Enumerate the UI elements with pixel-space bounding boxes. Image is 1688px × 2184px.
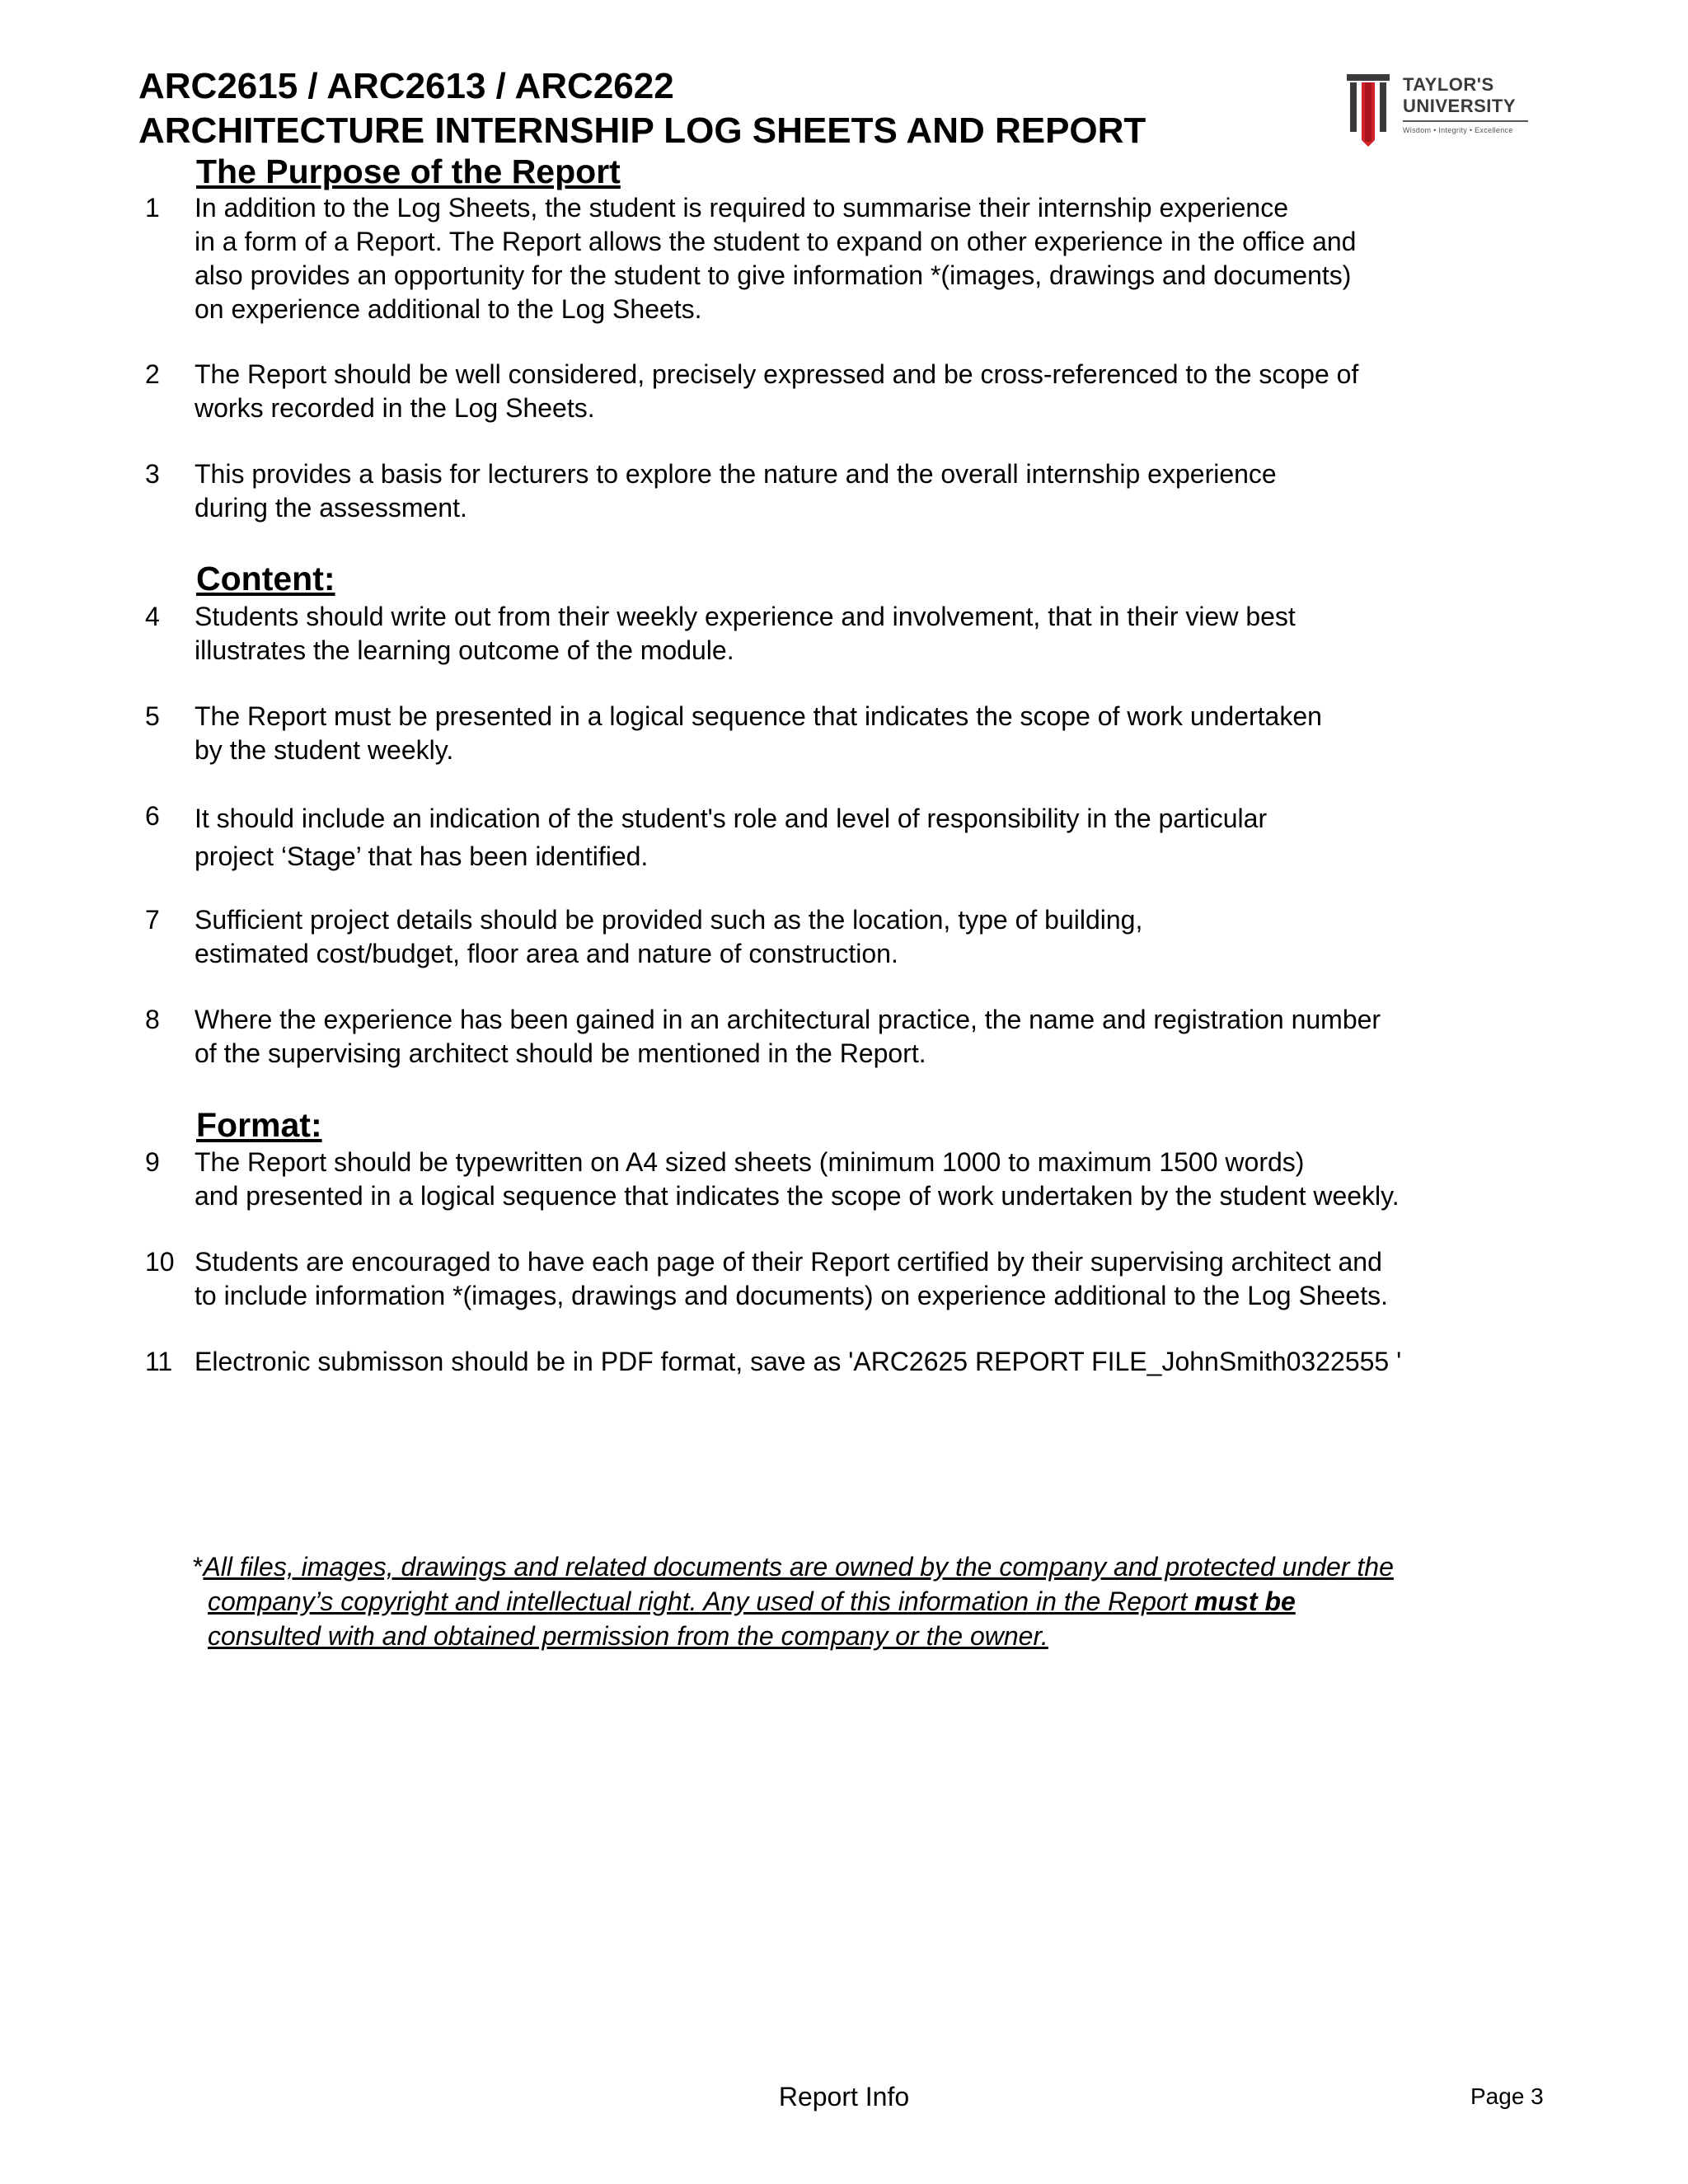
section-title-content: Content: <box>196 560 335 598</box>
item-text: This provides a basis for lecturers to explore the nature and the overall internship experience during the assessment. <box>195 459 1277 523</box>
item-text: Students should write out from their weekly experience and involvement, that in their view best illustrates the learning outcome of the module. <box>195 602 1296 665</box>
logo-name-line1: TAYLOR'S <box>1403 74 1494 95</box>
note-line-2 <box>193 1584 1429 1619</box>
item-text: The Report must be presented in a logical sequence that indicates the scope of work undertaken by the student weekly. <box>195 701 1322 765</box>
item-text: Where the experience has been gained in an architectural practice, the name and registration number of the supervising architect should be mentioned in the Report. <box>195 1005 1381 1068</box>
item-number: 8 <box>145 1005 160 1034</box>
item-number: 3 <box>145 459 160 489</box>
note-text-1: All files, images, drawings and related documents are owned by the company and protected under the <box>203 1552 1394 1582</box>
document-header <box>138 64 1146 153</box>
item-number: 4 <box>145 602 160 631</box>
item-number: 6 <box>145 801 160 831</box>
item-number: 2 <box>145 359 160 389</box>
copyright-note <box>193 1549 1429 1653</box>
item-number: 10 <box>145 1247 175 1277</box>
item-text: Students are encouraged to have each page of their Report certified by their supervising architect and to include information *(images, drawings and documents) on experience additional to the Log Sheets. <box>195 1247 1388 1310</box>
item-text: In addition to the Log Sheets, the student is required to summarise their internship experience in a form of a Report. The Report allows the student to expand on other experience in the office and also provides an opportunity for the student to give information *(images, drawings and documents) on experience additional to the Log Sheets. <box>195 193 1357 324</box>
logo-mark-icon <box>1345 71 1391 147</box>
section-title-purpose: The Purpose of the Report <box>196 152 621 190</box>
note-line-3 <box>193 1619 1429 1653</box>
item-number: 5 <box>145 701 160 731</box>
taylors-university-logo <box>1345 71 1535 150</box>
logo-name-line2: UNIVERSITY <box>1403 96 1517 116</box>
item-number: 11 <box>145 1347 173 1376</box>
item-text: It should include an indication of the student's role and level of responsibility in the particular project ‘Stage’ that has been identified. <box>195 804 1268 871</box>
section-title-format: Format: <box>196 1106 322 1144</box>
note-asterisk: * <box>193 1552 204 1582</box>
item-number: 1 <box>145 193 160 223</box>
note-text-2: company’s copyright and intellectual right. Any used of this information in the Report <box>208 1586 1195 1616</box>
note-line-1 <box>193 1549 1429 1584</box>
item-text: The Report should be well considered, precisely expressed and be cross-referenced to the scope of works recorded in the Log Sheets. <box>195 359 1359 423</box>
document-title: ARCHITECTURE INTERNSHIP LOG SHEETS AND REPORT <box>138 110 1146 151</box>
page-number: Page 3 <box>1470 2083 1544 2109</box>
item-text: Electronic submisson should be in PDF format, save as 'ARC2625 REPORT FILE_JohnSmith0322555 ' <box>195 1347 1402 1376</box>
logo-tagline: Wisdom • Integrity • Excellence <box>1403 126 1513 134</box>
footer-label: Report Info <box>778 2082 910 2111</box>
item-number: 7 <box>145 905 160 935</box>
note-text-3: consulted with and obtained permission from the company or the owner. <box>208 1621 1048 1651</box>
item-text: Sufficient project details should be provided such as the location, type of building, estimated cost/budget, floor area and nature of construction. <box>195 905 1143 968</box>
item-number: 9 <box>145 1147 160 1177</box>
course-codes: ARC2615 / ARC2613 / ARC2622 <box>138 66 674 106</box>
item-text: The Report should be typewritten on A4 sized sheets (minimum 1000 to maximum 1500 words) and presented in a logical sequence that indicates the scope of work undertaken by the student weekly. <box>195 1147 1400 1211</box>
note-emphasis: must be <box>1194 1586 1296 1616</box>
logo-divider <box>1403 120 1528 122</box>
logo-wordmark <box>1403 74 1516 117</box>
